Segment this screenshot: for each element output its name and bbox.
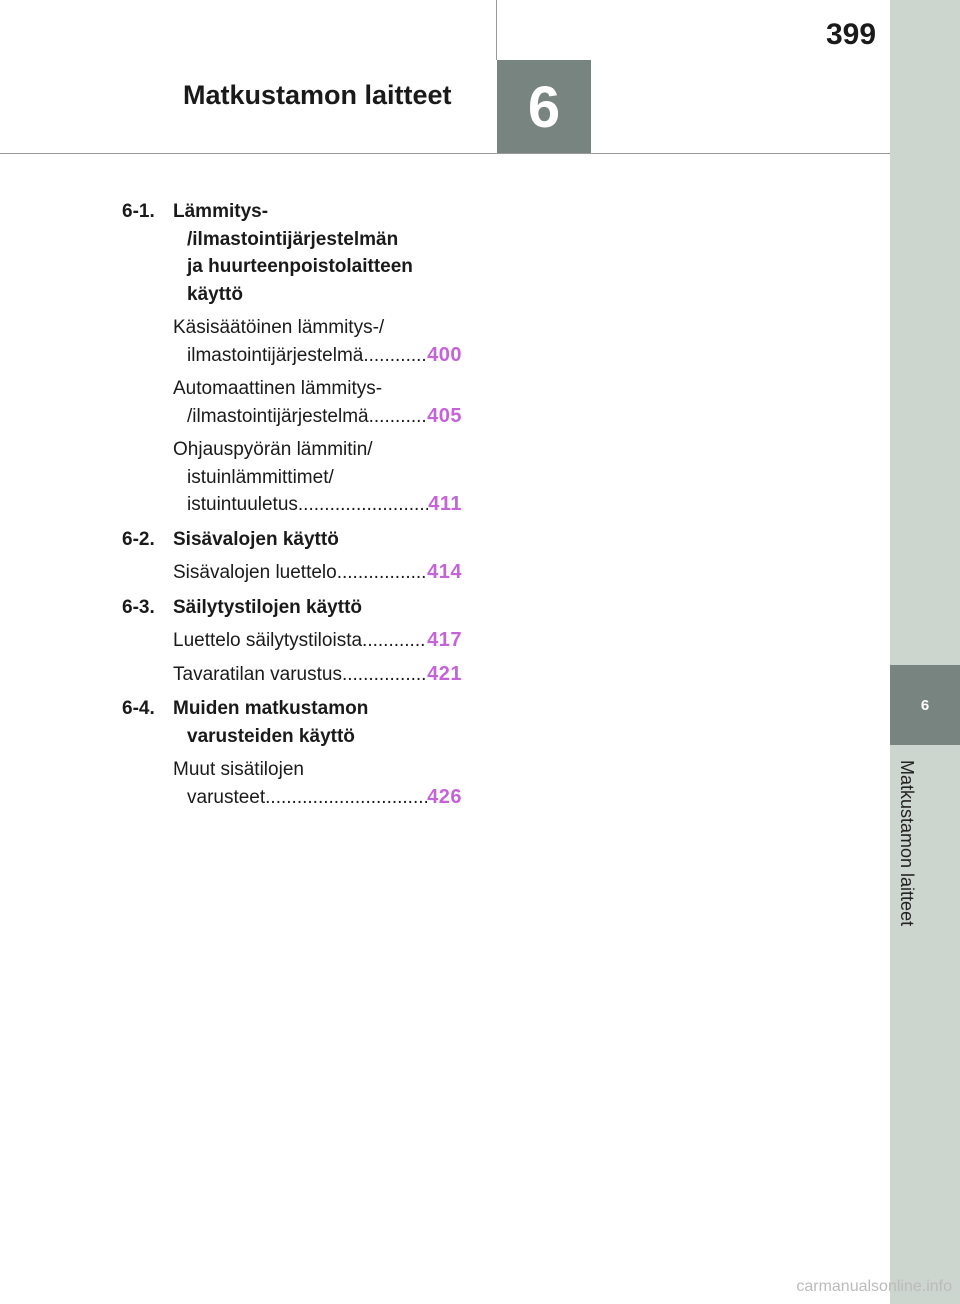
header-divider-horizontal: [0, 153, 890, 154]
toc-entry[interactable]: Käsisäätöinen lämmitys-/ ilmastointijärjestelmä ..... 400: [173, 314, 462, 369]
toc-section[interactable]: [122, 198, 462, 308]
page-number: 399: [826, 18, 877, 51]
page-reference[interactable]: 426: [427, 785, 462, 808]
section-number: 6-3.: [122, 596, 155, 618]
side-chapter-label: Matkustamon laitteet: [897, 760, 917, 927]
page-reference[interactable]: 400: [427, 343, 462, 366]
section-title: Lämmitys- /ilmastointijärjestelmän ja huurteenpoistolaitteen käyttö: [173, 201, 413, 305]
toc-entry[interactable]: Luettelo säilytystiloista ..... 417: [173, 627, 462, 655]
toc-section[interactable]: [122, 594, 462, 622]
page-reference[interactable]: 421: [427, 662, 462, 685]
section-number: 6-1.: [122, 201, 155, 222]
header-divider-vertical: [496, 0, 497, 60]
chapter-title: Matkustamon laitteet: [183, 80, 452, 110]
toc-entry[interactable]: Sisävalojen luettelo ..... 414: [173, 559, 462, 587]
section-number: 6-4.: [122, 698, 155, 719]
section-title: Säilytystilojen käyttö: [173, 596, 363, 618]
toc-entry[interactable]: Muut sisätilojen varusteet ..... 426: [173, 756, 462, 811]
side-thumb-band: [890, 0, 960, 1304]
toc-section[interactable]: [122, 526, 462, 554]
table-of-contents: [122, 198, 462, 811]
side-chapter-tab[interactable]: 6: [890, 665, 960, 745]
chapter-number-box: 6: [497, 60, 591, 154]
page-reference[interactable]: 417: [427, 629, 462, 651]
page-reference[interactable]: 414: [427, 561, 462, 583]
toc-entry[interactable]: Ohjauspyörän lämmitin/ istuinlämmittimet/ istuintuuletus ..... 411: [173, 436, 462, 519]
page-reference[interactable]: 405: [427, 404, 462, 427]
toc-section[interactable]: [122, 695, 462, 750]
section-title: Muiden matkustamon varusteiden käyttö: [173, 698, 369, 747]
section-title: Sisävalojen käyttö: [173, 528, 339, 550]
page-reference[interactable]: 411: [428, 493, 462, 515]
toc-entry[interactable]: Automaattinen lämmitys- /ilmastointijärjestelmä ..... 405: [173, 375, 462, 430]
section-number: 6-2.: [122, 528, 155, 550]
watermark: carmanualsonline.info: [796, 1278, 952, 1295]
toc-entry[interactable]: Tavaratilan varustus ..... 421: [173, 661, 462, 689]
